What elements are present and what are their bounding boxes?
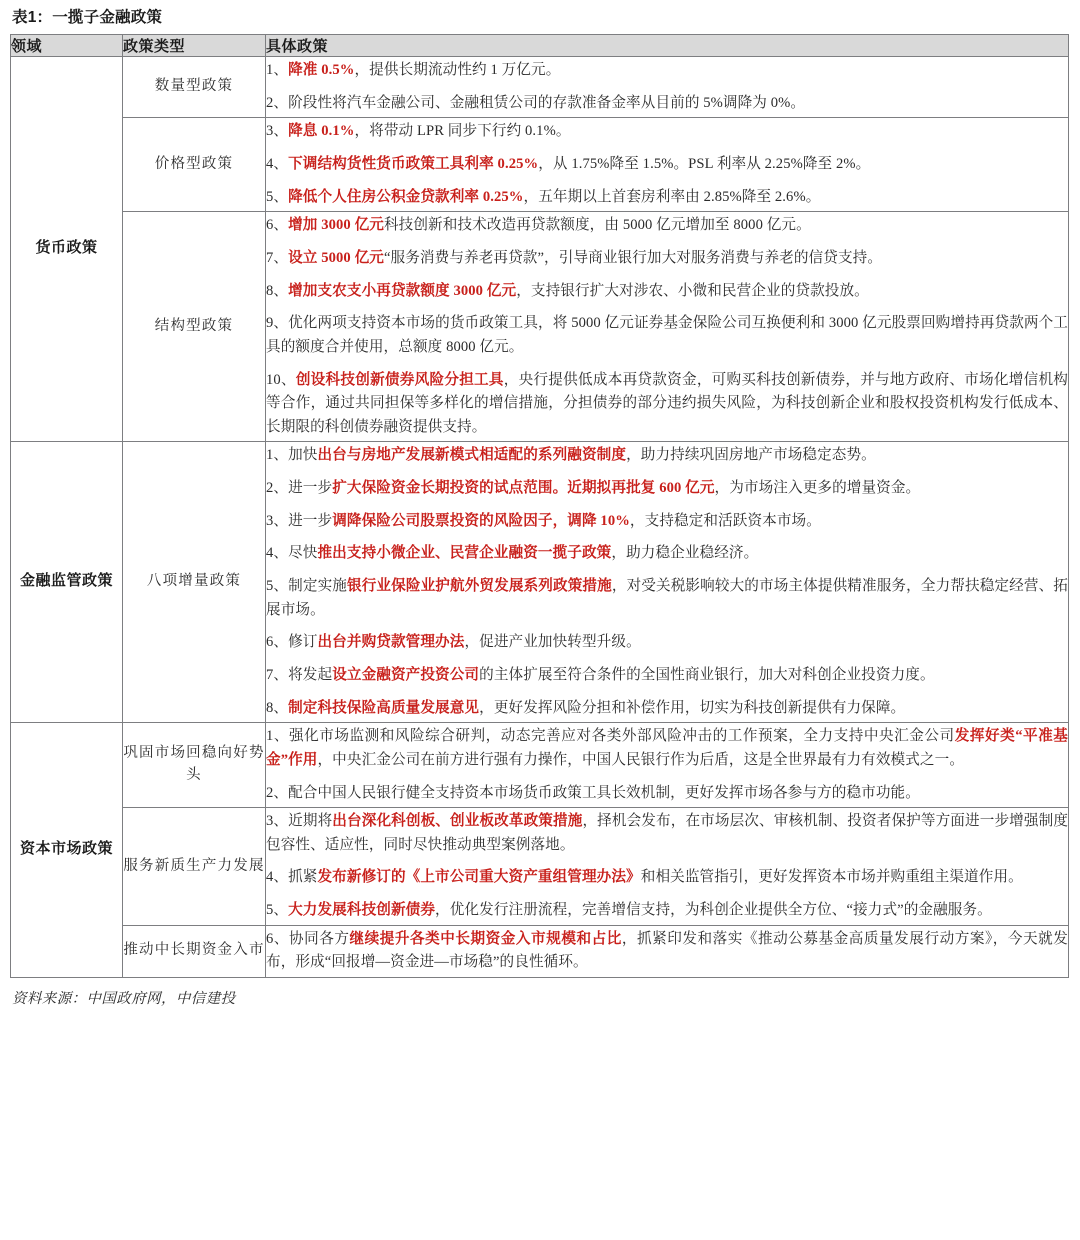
policy-body-text: ，助力持续巩固房地产市场稳定态势。 — [626, 447, 876, 464]
policy-item — [266, 723, 1068, 777]
policy-body-text: 科技创新和技术改造再贷款额度，由 5000 亿元增加至 8000 亿元。 — [383, 217, 811, 234]
policy-body-text: 进一步 — [288, 480, 333, 497]
policy-item — [266, 365, 1068, 442]
policy-body-text: ，优化发行注册流程，完善增信支持，为科创企业提供全方位、“接力式”的金融服务。 — [435, 902, 992, 919]
policy-body-text: ，提供长期流动性约 1 万亿元。 — [354, 62, 561, 79]
policy-body-text: ，促进产业加快转型升级。 — [464, 634, 641, 651]
policy-highlight-text: 降息 0.1% — [288, 123, 355, 140]
specific-policy-cell — [266, 118, 1069, 212]
column-header-domain: 领域 — [11, 35, 123, 57]
policy-type-cell: 价格型政策 — [123, 118, 266, 212]
table-header-row — [11, 35, 1069, 57]
policy-type-cell: 八项增量政策 — [123, 442, 266, 723]
policy-highlight-text: 继续提升各类中长期资金入市规模和占比 — [349, 930, 622, 947]
policy-item-number: 6、 — [266, 930, 289, 947]
policy-highlight-text: 下调结构货性货币政策工具利率 0.25% — [288, 156, 539, 173]
source-note: 资料来源：中国政府网，中信建投 — [12, 991, 236, 1007]
policy-type-cell: 服务新质生产力发展 — [123, 808, 266, 926]
policy-item-number: 10、 — [266, 371, 296, 388]
policy-item-number: 6、 — [266, 634, 289, 651]
table-row — [11, 212, 1069, 442]
policy-item — [266, 808, 1068, 862]
table-row — [11, 925, 1069, 977]
policy-type-cell: 推动中长期资金入市 — [123, 925, 266, 977]
policy-highlight-text: 银行业保险业护航外贸发展系列政策措施 — [347, 578, 612, 595]
policy-item-number: 1、 — [266, 447, 289, 464]
policy-item — [266, 473, 1068, 506]
policy-item-number: 9、 — [266, 315, 289, 332]
specific-policy-cell — [266, 723, 1069, 808]
policy-type-cell: 结构型政策 — [123, 212, 266, 442]
policy-body-text: ，支持银行扩大对涉农、小微和民营企业的贷款投放。 — [516, 282, 869, 299]
policy-item — [266, 118, 1068, 149]
policy-type-cell: 巩固市场回稳向好势头 — [123, 723, 266, 808]
policy-body-text: 近期将 — [288, 813, 333, 830]
column-header-specific-policy: 具体政策 — [266, 35, 1069, 57]
table-header — [11, 35, 1069, 57]
policy-item-number: 4、 — [266, 156, 289, 173]
policy-table — [10, 34, 1069, 978]
table-body — [11, 57, 1069, 978]
policy-body-text: 加快 — [288, 447, 318, 464]
policy-type-cell: 数量型政策 — [123, 57, 266, 118]
policy-item — [266, 442, 1068, 473]
policy-item-number: 2、 — [266, 94, 289, 111]
specific-policy-cell — [266, 212, 1069, 442]
column-header-policy-type: 政策类型 — [123, 35, 266, 57]
table-row — [11, 118, 1069, 212]
policy-item-number: 4、 — [266, 869, 289, 886]
domain-cell: 货币政策 — [11, 57, 123, 442]
policy-item — [266, 243, 1068, 276]
policy-body-text: 的主体扩展至符合条件的全国性商业银行，加大对科创企业投资力度。 — [479, 666, 935, 683]
policy-body-text: ，央行提供低成本再贷款资金，可购买科技创新债券，并与地方政府、市场化增信机构等合作，通过共同担保等多样化的增信措施，分担债券的部分违约损失风险，为科技创新企业和股权投资机构发行低成本、长期限的科创债券融资提供支持。 — [266, 371, 1068, 435]
policy-highlight-text: 发挥好类“平准基金”作用 — [266, 728, 1068, 768]
policy-item-number: 8、 — [266, 699, 289, 716]
policy-highlight-text: 大力发展科技创新债券 — [288, 902, 436, 919]
policy-highlight-text: 降准 0.5% — [288, 62, 355, 79]
policy-item — [266, 57, 1068, 88]
policy-item — [266, 182, 1068, 212]
policy-body-text: ，对受关税影响较大的市场主体提供精准服务，全力帮扶稳定经营、拓展市场。 — [266, 578, 1068, 618]
policy-body-text: ，助力稳企业稳经济。 — [611, 545, 759, 562]
policy-highlight-text: 增加 3000 亿元 — [288, 217, 384, 234]
policy-item — [266, 627, 1068, 660]
policy-body-text: 制定实施 — [288, 578, 347, 595]
policy-item-number: 6、 — [266, 217, 289, 234]
policy-item — [266, 660, 1068, 693]
policy-item-number: 3、 — [266, 813, 289, 830]
policy-body-text: ，抓紧印发和落实《推动公募基金高质量发展行动方案》，今天就发布，形成“回报增—资金进—市场稳”的良性循环。 — [266, 930, 1069, 971]
policy-item — [266, 693, 1068, 723]
policy-item-number: 8、 — [266, 282, 289, 299]
policy-body-text: 协同各方 — [288, 930, 350, 947]
policy-item — [266, 895, 1068, 925]
policy-highlight-text: 出台并购贷款管理办法 — [317, 634, 465, 651]
policy-item — [266, 276, 1068, 309]
policy-highlight-text: 设立金融资产投资公司 — [332, 666, 480, 683]
policy-body-text: 将发起 — [288, 666, 333, 683]
policy-item-number: 3、 — [266, 512, 289, 529]
policy-item — [266, 926, 1068, 977]
specific-policy-cell — [266, 925, 1069, 977]
policy-item — [266, 571, 1068, 627]
policy-item — [266, 308, 1068, 364]
policy-highlight-text: 出台深化科创板、创业板改革政策措施 — [332, 813, 583, 830]
policy-item — [266, 88, 1068, 118]
policy-body-text: 阶段性将汽车金融公司、金融租赁公司的存款准备金率从目前的 5%调降为 0%。 — [288, 94, 806, 111]
policy-body-text: ，更好发挥风险分担和补偿作用，切实为科技创新提供有力保障。 — [479, 699, 906, 716]
policy-body-text: 配合中国人民银行健全支持资本市场货币政策工具长效机制，更好发挥市场各参与方的稳市功能。 — [288, 784, 920, 801]
policy-body-text: 进一步 — [288, 512, 333, 529]
policy-item — [266, 506, 1068, 539]
table-row — [11, 442, 1069, 723]
policy-body-text: 和相关监管指引，更好发挥资本市场并购重组主渠道作用。 — [640, 869, 1023, 886]
policy-highlight-text: 扩大保险资金长期投资的试点范围。近期拟再批复 600 亿元 — [332, 480, 715, 497]
specific-policy-cell — [266, 442, 1069, 723]
policy-item — [266, 149, 1068, 182]
policy-item — [266, 538, 1068, 571]
policy-body-text: “服务消费与养老再贷款”，引导商业银行加大对服务消费与养老的信贷支持。 — [383, 249, 883, 266]
policy-item-number: 1、 — [266, 728, 289, 745]
domain-cell: 金融监管政策 — [11, 442, 123, 723]
specific-policy-cell — [266, 57, 1069, 118]
policy-item — [266, 862, 1068, 895]
policy-item-number: 7、 — [266, 666, 289, 683]
policy-highlight-text: 制定科技保险高质量发展意见 — [288, 699, 480, 716]
policy-highlight-text: 创设科技创新债券风险分担工具 — [295, 371, 504, 388]
policy-item-number: 5、 — [266, 902, 289, 919]
policy-highlight-text: 出台与房地产发展新模式相适配的系列融资制度 — [317, 447, 627, 464]
policy-body-text: ，支持稳定和活跃资本市场。 — [629, 512, 821, 529]
table-caption: 表1：一揽子金融政策 — [12, 9, 163, 26]
table-row — [11, 723, 1069, 808]
policy-highlight-text: 降低个人住房公积金贷款利率 0.25% — [288, 188, 524, 205]
policy-item-number: 2、 — [266, 480, 289, 497]
policy-highlight-text: 调降保险公司股票投资的风险因子，调降 10% — [332, 512, 630, 529]
policy-item-number: 1、 — [266, 62, 289, 79]
policy-item — [266, 212, 1068, 243]
policy-body-text: 修订 — [288, 634, 318, 651]
policy-body-text: ，从 1.75%降至 1.5%。PSL 利率从 2.25%降至 2%。 — [538, 156, 871, 173]
policy-item-number: 7、 — [266, 249, 289, 266]
policy-highlight-text: 发布新修订的《上市公司重大资产重组管理办法》 — [317, 869, 641, 886]
policy-item-number: 4、 — [266, 545, 289, 562]
policy-highlight-text: 推出支持小微企业、民营企业融资一揽子政策 — [317, 545, 612, 562]
domain-cell: 资本市场政策 — [11, 723, 123, 978]
policy-body-text: 抓紧 — [288, 869, 318, 886]
policy-body-text: 优化两项支持资本市场的货币政策工具，将 5000 亿元证券基金保险公司互换便利和 3000 亿元股票回购增持再贷款两个工具的额度合并使用，总额度 8000 亿元。 — [266, 315, 1068, 355]
table-row — [11, 808, 1069, 926]
policy-item — [266, 778, 1068, 808]
policy-item-number: 5、 — [266, 188, 289, 205]
policy-body-text: ，择机会发布，在市场层次、审核机制、投资者保护等方面进一步增强制度包容性、适应性，同时尽快推动典型案例落地。 — [266, 813, 1069, 853]
table-row — [11, 57, 1069, 118]
policy-highlight-text: 增加支农支小再贷款额度 3000 亿元 — [288, 282, 517, 299]
policy-body-text: ，五年期以上首套房利率由 2.85%降至 2.6%。 — [523, 188, 821, 205]
policy-highlight-text: 设立 5000 亿元 — [288, 249, 384, 266]
policy-body-text: 强化市场监测和风险综合研判，动态完善应对各类外部风险冲击的工作预案，全力支持中央汇金公司 — [288, 728, 955, 745]
policy-body-text: ，将带动 LPR 同步下行约 0.1%。 — [354, 123, 571, 140]
policy-item-number: 2、 — [266, 784, 289, 801]
policy-body-text: 尽快 — [288, 545, 318, 562]
policy-body-text: ，为市场注入更多的增量资金。 — [714, 480, 921, 497]
specific-policy-cell — [266, 808, 1069, 926]
policy-item-number: 3、 — [266, 123, 289, 140]
policy-item-number: 5、 — [266, 578, 289, 595]
policy-body-text: ，中央汇金公司在前方进行强有力操作，中国人民银行作为后盾，这是全世界最有力有效模式之一。 — [317, 751, 965, 768]
